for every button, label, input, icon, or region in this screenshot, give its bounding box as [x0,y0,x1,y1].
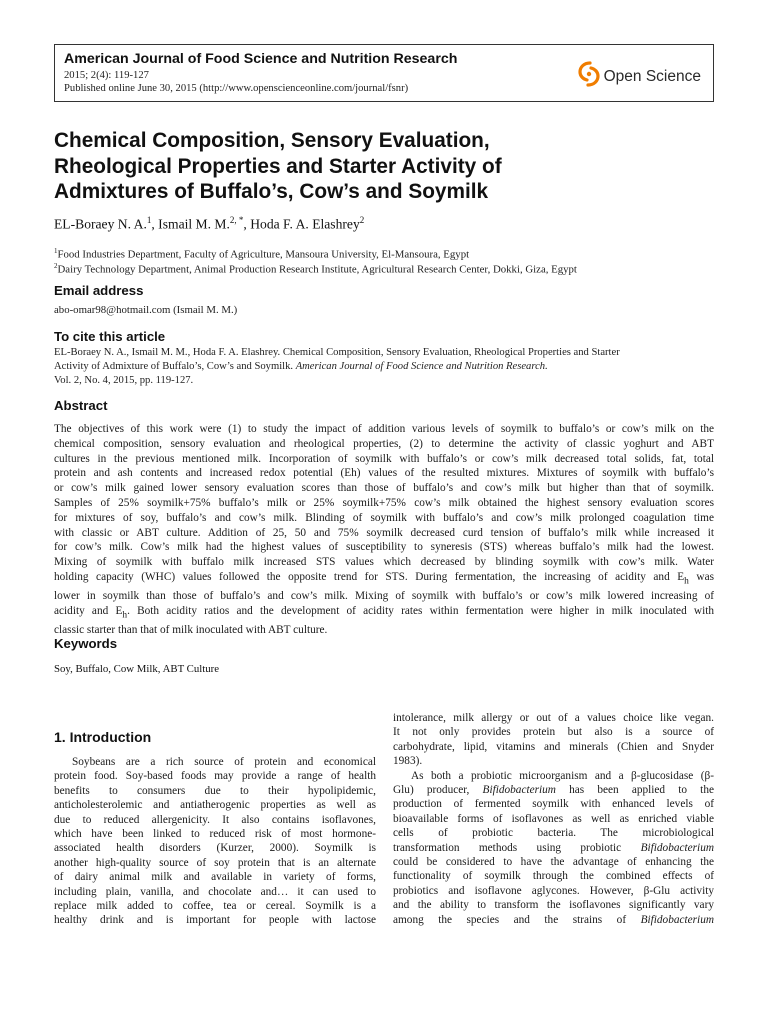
volume-info: 2015; 2(4): 119-127 [64,70,149,81]
email-address[interactable]: abo-omar98@hotmail.com (Ismail M. M.) [54,304,238,316]
affiliation-text: Dairy Technology Department, Animal Production Research Institute, Agricultural Research Center, Dokki, Giza, Egypt [57,263,577,276]
published-date: Published online June 30, 2015 (http://www.openscienceonline.com/journal/fsnr) [64,82,409,94]
abstract-line: or cow’s milk gained lower sensory evaluation scores than those of buffalo’s and cow’s milk but higher than that of soymilk. [54,482,714,495]
abstract-text: acidity and E [54,604,123,617]
article-title [54,128,734,205]
citation [54,346,714,389]
abstract-line: classic starter than that of milk inoculated with ABT culture. [54,623,328,636]
subscript-h: h [684,576,689,587]
citation-line: EL-Boraey N. A., Ismail M. M., Hoda F. A. Elashrey. Chemical Composition, Sensory Evaluation, Rheological Properties and Starter [54,347,620,358]
paragraph-line: 1983). [393,755,423,768]
right-column [393,711,714,927]
journal-meta [64,70,408,95]
citation-text: Activity of Admixture of Buffalo’s, Cow’s and Soymilk. [54,361,296,373]
paragraph-line: anticholesterolemic and antiatherogenic properties as well as [54,799,376,812]
genus-name: Bifidobacterium [482,784,556,797]
abstract-text: holding capacity (WHC) values followed the opposite trend for STS. During fermentation, the increasing of acidity and E [54,570,685,583]
paragraph-line: due to reduced allergenicity. It also contains isoflavones, [54,813,376,826]
abstract-heading: Abstract [54,398,108,413]
paragraph-line: of dairy animal milk and available in variety of forms, [54,871,376,884]
affiliation-text: Food Industries Department, Faculty of Agriculture, Mansoura University, El-Mansoura, Egypt [57,248,470,261]
citation-journal: American Journal of Food Science and Nutrition Research. [295,361,548,373]
paragraph-text: has been applied to the [555,784,714,797]
paragraph-line: Soybeans are a rich source of protein and economical [72,756,376,768]
title-line: Rheological Properties and Starter Activity of [54,154,502,178]
subscript-h: h [122,610,128,621]
abstract-line [54,604,714,623]
paragraph-line [393,783,714,797]
abstract-line: Samples of 25% soymilk+75% buffalo’s milk or 25% soymilk+75% cow’s milk obtained the highest sensory evaluation scores [54,496,714,509]
abstract-body [54,422,714,638]
author-name: Hoda F. A. Elashrey [250,216,360,232]
paragraph-line: As both a probiotic microorganism and a β-glucosidase (β- [411,769,714,782]
title-line: Chemical Composition, Sensory Evaluation, [54,129,490,152]
author-name: Ismail M. M. [158,216,230,232]
abstract-line: lower in soymilk than those of buffalo’s and cow’s milk. Mixing of soymilk with buffalo’s or cow’s milk lowered increasing of [54,590,714,603]
paragraph-line: healthy drink and is important for people with lactose [54,914,376,927]
paragraph-line: It not only provides protein but also is a source of [393,726,714,739]
paragraph-line: intolerance, milk allergy or out of a values choice like vegan. [393,712,714,724]
abstract-line: cultures in the previous mentioned milk. Incorporation of soymilk with buffalo’s or cow’s milk decreased total solids, fat, total [54,452,714,465]
abstract-line: with classic or ABT culture. Addition of 25, 50 and 75% soymilk decreased curd tension of buffalo’s milk while increased it [54,526,714,539]
paragraph-line: production of fermented soymilk with enhanced levels of [393,798,714,811]
paragraph-line: could be considered to have the advantage of enhancing the [393,856,714,869]
affiliation [54,262,577,276]
genus-name: Bifidobacterium [640,913,714,926]
abstract-line: for mixtures of soy, buffalo’s and cow’s milk. Blinding of soymilk with buffalo’s and cow’s milk prolonged coagulation time [54,511,714,524]
email-heading: Email address [54,283,144,298]
paragraph-line: cells of probiotic bacteria. The microbiological [393,827,714,840]
affiliation [54,247,469,261]
author-name: EL-Boraey N. A. [54,216,147,232]
title-line: Admixtures of Buffalo’s, Cow’s and Soymilk [54,180,489,203]
citation-line: Vol. 2, No. 4, 2015, pp. 119-127. [54,375,194,387]
author-affil-mark: 2 [359,215,365,225]
paragraph-line: probiotics and isoflavone aglycones. However, β-Glu activity [393,884,714,897]
paragraph-line [393,913,714,927]
open-science-logo-icon [578,61,600,92]
paragraph-line: functionality of soymilk through the combined effects of [393,870,714,883]
paragraph-line: replace milk added to coffee, tea or cereal. Soymilk is a [54,900,376,913]
paragraph-text: transformation methods using probiotic [393,841,641,854]
citation-line [54,360,714,374]
keywords-heading: Keywords [54,636,118,651]
cite-heading: To cite this article [54,329,166,344]
publisher-name: Open Science [603,67,701,85]
affiliation-number: 1 [54,247,58,255]
paragraph-line: protein food. Soy-based foods may provide a range of health [54,770,376,783]
left-column [54,755,376,928]
paragraph-line: benefits to consumers due to their hypolipidemic, [54,784,376,797]
paragraph-line: associated health disorders (Kurzer, 2000). Soymilk is [54,842,376,855]
paragraph-line: carbohydrate, lipid, vitamins and minerals (Chien and Snyder [393,740,714,753]
abstract-text: . Both acidity ratios and the development of acidity rates within fermentation were higher in milk inoculated with [127,604,714,617]
author-affil-mark: 1 [146,215,152,225]
paragraph-line: and the ability to transform the isoflavones significantly vary [393,899,714,912]
abstract-line: The objectives of this work were (1) to study the impact of addition various levels of soymilk to buffalo’s or cow’s milk on the [54,423,714,435]
paragraph-line: which have been linked to reduced risk of most hormone- [54,828,376,841]
author-list: EL-Boraey N. A.$^1$, Ismail M. M.$^{2, *}$, Hoda F. A. Elashrey$^2$ [54,215,365,232]
abstract-text: was [688,570,714,583]
keywords: Soy, Buffalo, Cow Milk, ABT Culture [54,663,220,675]
paragraph-line: bioavailable forms of isoflavones as well as enriched viable [393,812,714,825]
paragraph-line: including plain, vanilla, and chocolate and… it can used to [54,885,376,898]
abstract-line: protein and ash contents and increased redox potential (Eh) values of the resulted mixtures. Mixtures of soymilk with buffalo’s [54,467,714,480]
journal-header [54,44,714,102]
genus-name: Bifidobacterium [640,841,714,854]
paragraph-text: among the species and the strains of [393,913,641,926]
paragraph-line [393,841,714,855]
journal-name: American Journal of Food Science and Nutrition Research [64,51,458,67]
author-affil-mark: 2, * [229,215,244,225]
publisher-logo [578,61,701,92]
abstract-line: for cow’s milk. Cow’s milk had the highest values of susceptibility to syneresis (STS) whereas buffalo’s milk had the lowest. [54,541,714,554]
section-heading: 1. Introduction [54,729,152,745]
abstract-line: Mixing of soymilk with buffalo milk increased STS values which decreased by blinding soymilk with cow’s milk. Water [54,556,714,569]
paragraph-text: Glu) producer, [393,784,483,797]
abstract-line: chemical composition, sensory evaluation and rheological properties, (2) to determine the activity of classic yoghurt and ABT [54,437,714,450]
paragraph-line: another high-quality source of soy protein that is an alternate [54,856,376,869]
abstract-line [54,570,714,589]
affiliation-number: 2 [54,262,58,270]
